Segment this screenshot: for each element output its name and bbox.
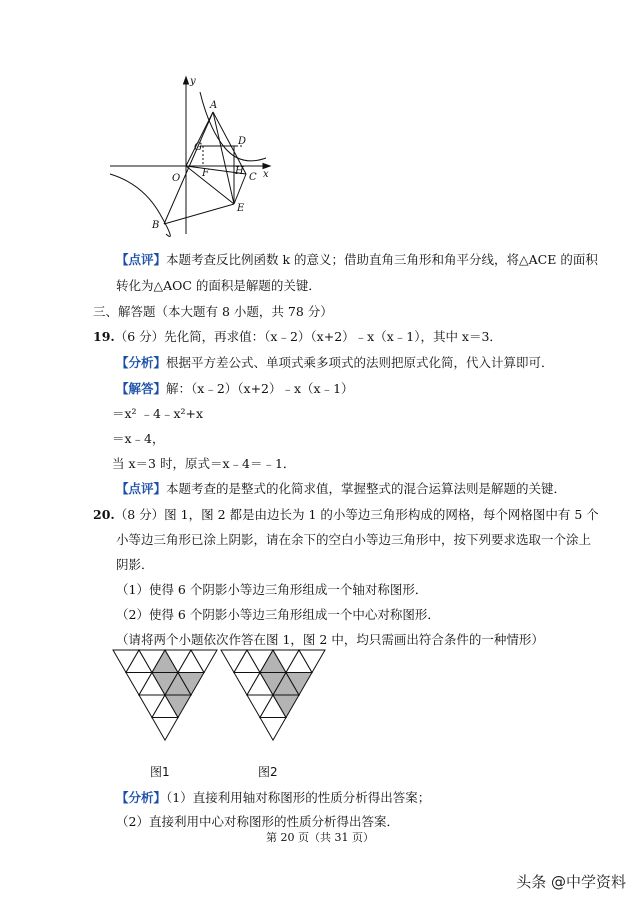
coordinate-figure: [108, 74, 278, 239]
q20-analysis: [116, 790, 430, 806]
q20-note: （请将两个小题依次作答在图 1，图 2 中，均只需画出符合条件的一种情形）: [116, 632, 544, 647]
blank-triangle-cell[interactable]: [260, 718, 286, 741]
q19-answer-text: 解：（x﹣2）（x+2）﹣x（x﹣1）: [166, 381, 354, 396]
q20-item1: （1）使得 6 个阴影小等边三角形组成一个轴对称图形．: [116, 582, 428, 597]
q19-number: 19.: [93, 329, 115, 344]
q19-step2: ＝x﹣4，: [112, 431, 165, 446]
label-H: H: [235, 166, 244, 177]
answer-tag: 【解答】: [116, 381, 167, 396]
q18-review-text2: 转化为△AOC 的面积是解题的关键．: [116, 278, 321, 293]
q20-item2: （2）使得 6 个阴影小等边三角形组成一个中心对称图形．: [116, 607, 440, 622]
q20-text1: （8 分）图 1，图 2 都是由边长为 1 的小等边三角形构成的网格，每个网格图中有 5 个: [114, 507, 599, 522]
analysis-tag: 【分析】: [116, 790, 167, 805]
triangle-grid-figure-2[interactable]: [219, 648, 327, 754]
figure-1-caption: 图1: [150, 765, 170, 779]
review-tag: 【点评】: [116, 252, 167, 267]
label-A: A: [210, 100, 218, 111]
label-y: y: [190, 76, 196, 87]
q18-review-line1: [116, 252, 598, 268]
q19-stem: [93, 329, 502, 345]
triangle-grid-figure-1[interactable]: [111, 648, 219, 754]
q19-text: （6 分）先化简，再求值：（x﹣2）（x+2）﹣x（x﹣1），其中 x＝3．: [114, 329, 502, 344]
q19-step3: 当 x＝3 时，原式＝x﹣4＝﹣1．: [112, 456, 296, 471]
q19-analysis-text: 根据平方差公式、单项式乘多项式的法则把原式化简，代入计算即可．: [166, 355, 554, 370]
label-G: G: [194, 142, 202, 153]
q19-answer: [116, 381, 354, 397]
q20-analysis1: （1）直接利用轴对称图形的性质分析得出答案；: [166, 790, 431, 805]
label-B: B: [152, 220, 160, 231]
figure-2-caption: 图2: [258, 765, 278, 779]
label-O: O: [172, 173, 181, 184]
q19-review-text: 本题考查的是整式的化简求值，掌握整式的混合运算法则是解题的关键．: [166, 481, 567, 496]
q19-step1: ＝x² ﹣4﹣x²+x: [112, 406, 204, 421]
label-x: x: [263, 169, 269, 180]
label-E: E: [237, 203, 245, 214]
q20-number: 20.: [93, 507, 115, 522]
label-F: F: [202, 168, 209, 179]
analysis-tag: 【分析】: [116, 355, 167, 370]
q20-analysis2: （2）直接利用中心对称图形的性质分析得出答案．: [116, 814, 399, 829]
watermark: 头条 @中学资料: [516, 873, 626, 891]
q19-analysis: [116, 355, 554, 371]
label-D: D: [238, 136, 247, 147]
q19-review: [116, 481, 566, 497]
q18-review-text1: 本题考查反比例函数 k 的意义；借助直角三角形和角平分线，将△ACE 的面积: [166, 252, 598, 267]
hyperbola-branch-2: [110, 174, 170, 237]
q20-text3: 阴影．: [116, 557, 154, 572]
label-C: C: [249, 172, 257, 183]
blank-triangle-cell[interactable]: [152, 718, 178, 741]
page-footer: 第 20 页（共 31 页）: [266, 831, 374, 844]
section-heading: 三、解答题（本大题有 8 小题，共 78 分）: [93, 304, 333, 319]
q20-text2: 小等边三角形已涂上阴影，请在余下的空白小等边三角形中，按下列要求选取一个涂上: [116, 532, 592, 547]
review-tag: 【点评】: [116, 481, 167, 496]
q20-stem-line1: [93, 507, 599, 523]
